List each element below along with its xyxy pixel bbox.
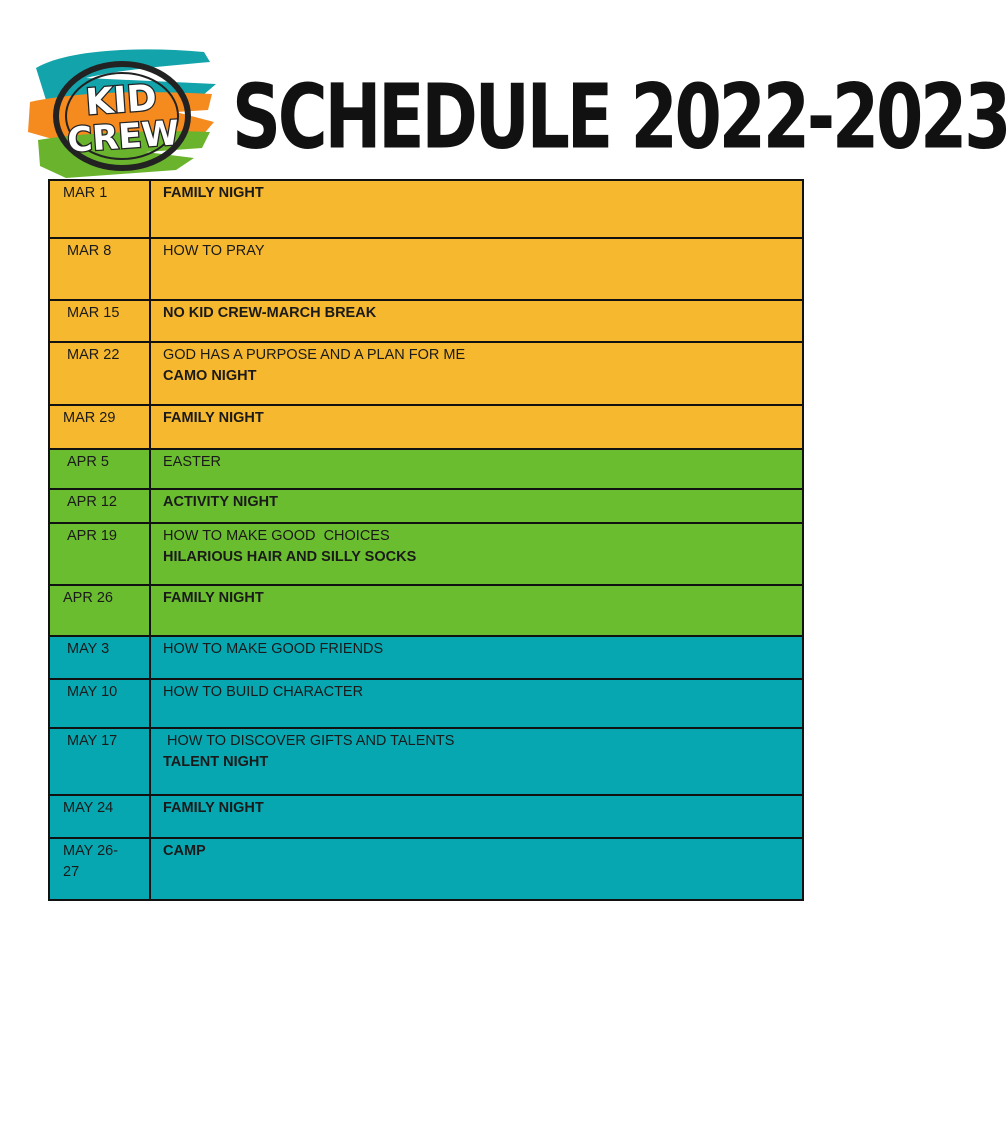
date-text: MAY 3 — [67, 641, 110, 657]
date-cell — [49, 238, 150, 300]
date-cell — [49, 342, 150, 405]
event-cell — [150, 523, 803, 585]
kid-crew-logo — [26, 40, 226, 182]
table-row — [49, 238, 803, 300]
table-row — [49, 838, 803, 900]
event-title: HOW TO PRAY — [163, 243, 265, 259]
date-cell — [49, 795, 150, 838]
event-cell — [150, 728, 803, 795]
event-cell — [150, 300, 803, 342]
table-row — [49, 728, 803, 795]
event-title: HOW TO BUILD CHARACTER — [163, 684, 364, 700]
date-cell — [49, 180, 150, 238]
event-title: FAMILY NIGHT — [163, 800, 264, 816]
date-text: MAR 8 — [67, 243, 112, 259]
date-cell — [49, 300, 150, 342]
event-title: CAMP — [163, 843, 206, 859]
event-title: EASTER — [163, 454, 222, 470]
page-title: SCHEDULE 2022-2023 — [232, 65, 1008, 169]
date-cell — [49, 838, 150, 900]
date-text: MAR 15 — [67, 305, 120, 321]
date-text: MAY 17 — [67, 733, 118, 749]
date-text: APR 19 — [67, 528, 117, 544]
date-cell — [49, 728, 150, 795]
table-row — [49, 585, 803, 636]
event-title: ACTIVITY NIGHT — [163, 494, 278, 510]
event-cell — [150, 795, 803, 838]
date-text: MAR 1 — [63, 185, 108, 201]
table-row — [49, 489, 803, 523]
date-text: MAR 29 — [63, 410, 116, 426]
date-cell — [49, 489, 150, 523]
date-text: APR 26 — [63, 590, 113, 606]
table-row — [49, 523, 803, 585]
date-cell — [49, 405, 150, 449]
event-cell — [150, 238, 803, 300]
event-theme: HILARIOUS HAIR AND SILLY SOCKS — [163, 549, 417, 565]
event-title: HOW TO MAKE GOOD FRIENDS — [163, 641, 384, 657]
event-title: FAMILY NIGHT — [163, 410, 264, 426]
date-cell — [49, 679, 150, 728]
date-cell — [49, 636, 150, 679]
event-cell — [150, 489, 803, 523]
date-text: MAR 22 — [67, 347, 120, 363]
table-row — [49, 449, 803, 489]
schedule-table — [48, 179, 804, 901]
event-cell — [150, 585, 803, 636]
date-cell — [49, 585, 150, 636]
event-title: FAMILY NIGHT — [163, 185, 264, 201]
event-cell — [150, 679, 803, 728]
logo-text-crew: CREW — [66, 113, 181, 161]
event-title: HOW TO DISCOVER GIFTS AND TALENTS — [167, 733, 455, 749]
event-theme: TALENT NIGHT — [163, 754, 269, 770]
event-cell — [150, 636, 803, 679]
event-title: GOD HAS A PURPOSE AND A PLAN FOR ME — [163, 347, 466, 363]
event-cell — [150, 180, 803, 238]
date-text: MAY 10 — [67, 684, 118, 700]
table-row — [49, 795, 803, 838]
date-text: APR 12 — [67, 494, 117, 510]
event-cell — [150, 405, 803, 449]
date-text: MAY 26-27 — [63, 843, 119, 880]
table-row — [49, 636, 803, 679]
event-theme: CAMO NIGHT — [163, 368, 257, 384]
table-row — [49, 300, 803, 342]
logo-text-kid: KID — [84, 77, 159, 124]
event-cell — [150, 838, 803, 900]
table-row — [49, 342, 803, 405]
table-row — [49, 180, 803, 238]
event-cell — [150, 449, 803, 489]
event-title: HOW TO MAKE GOOD CHOICES — [163, 528, 390, 544]
date-cell — [49, 449, 150, 489]
event-title: NO KID CREW-MARCH BREAK — [163, 305, 377, 321]
table-row — [49, 405, 803, 449]
date-cell — [49, 523, 150, 585]
date-text: APR 5 — [67, 454, 109, 470]
event-cell — [150, 342, 803, 405]
table-row — [49, 679, 803, 728]
event-title: FAMILY NIGHT — [163, 590, 264, 606]
date-text: MAY 24 — [63, 800, 114, 816]
